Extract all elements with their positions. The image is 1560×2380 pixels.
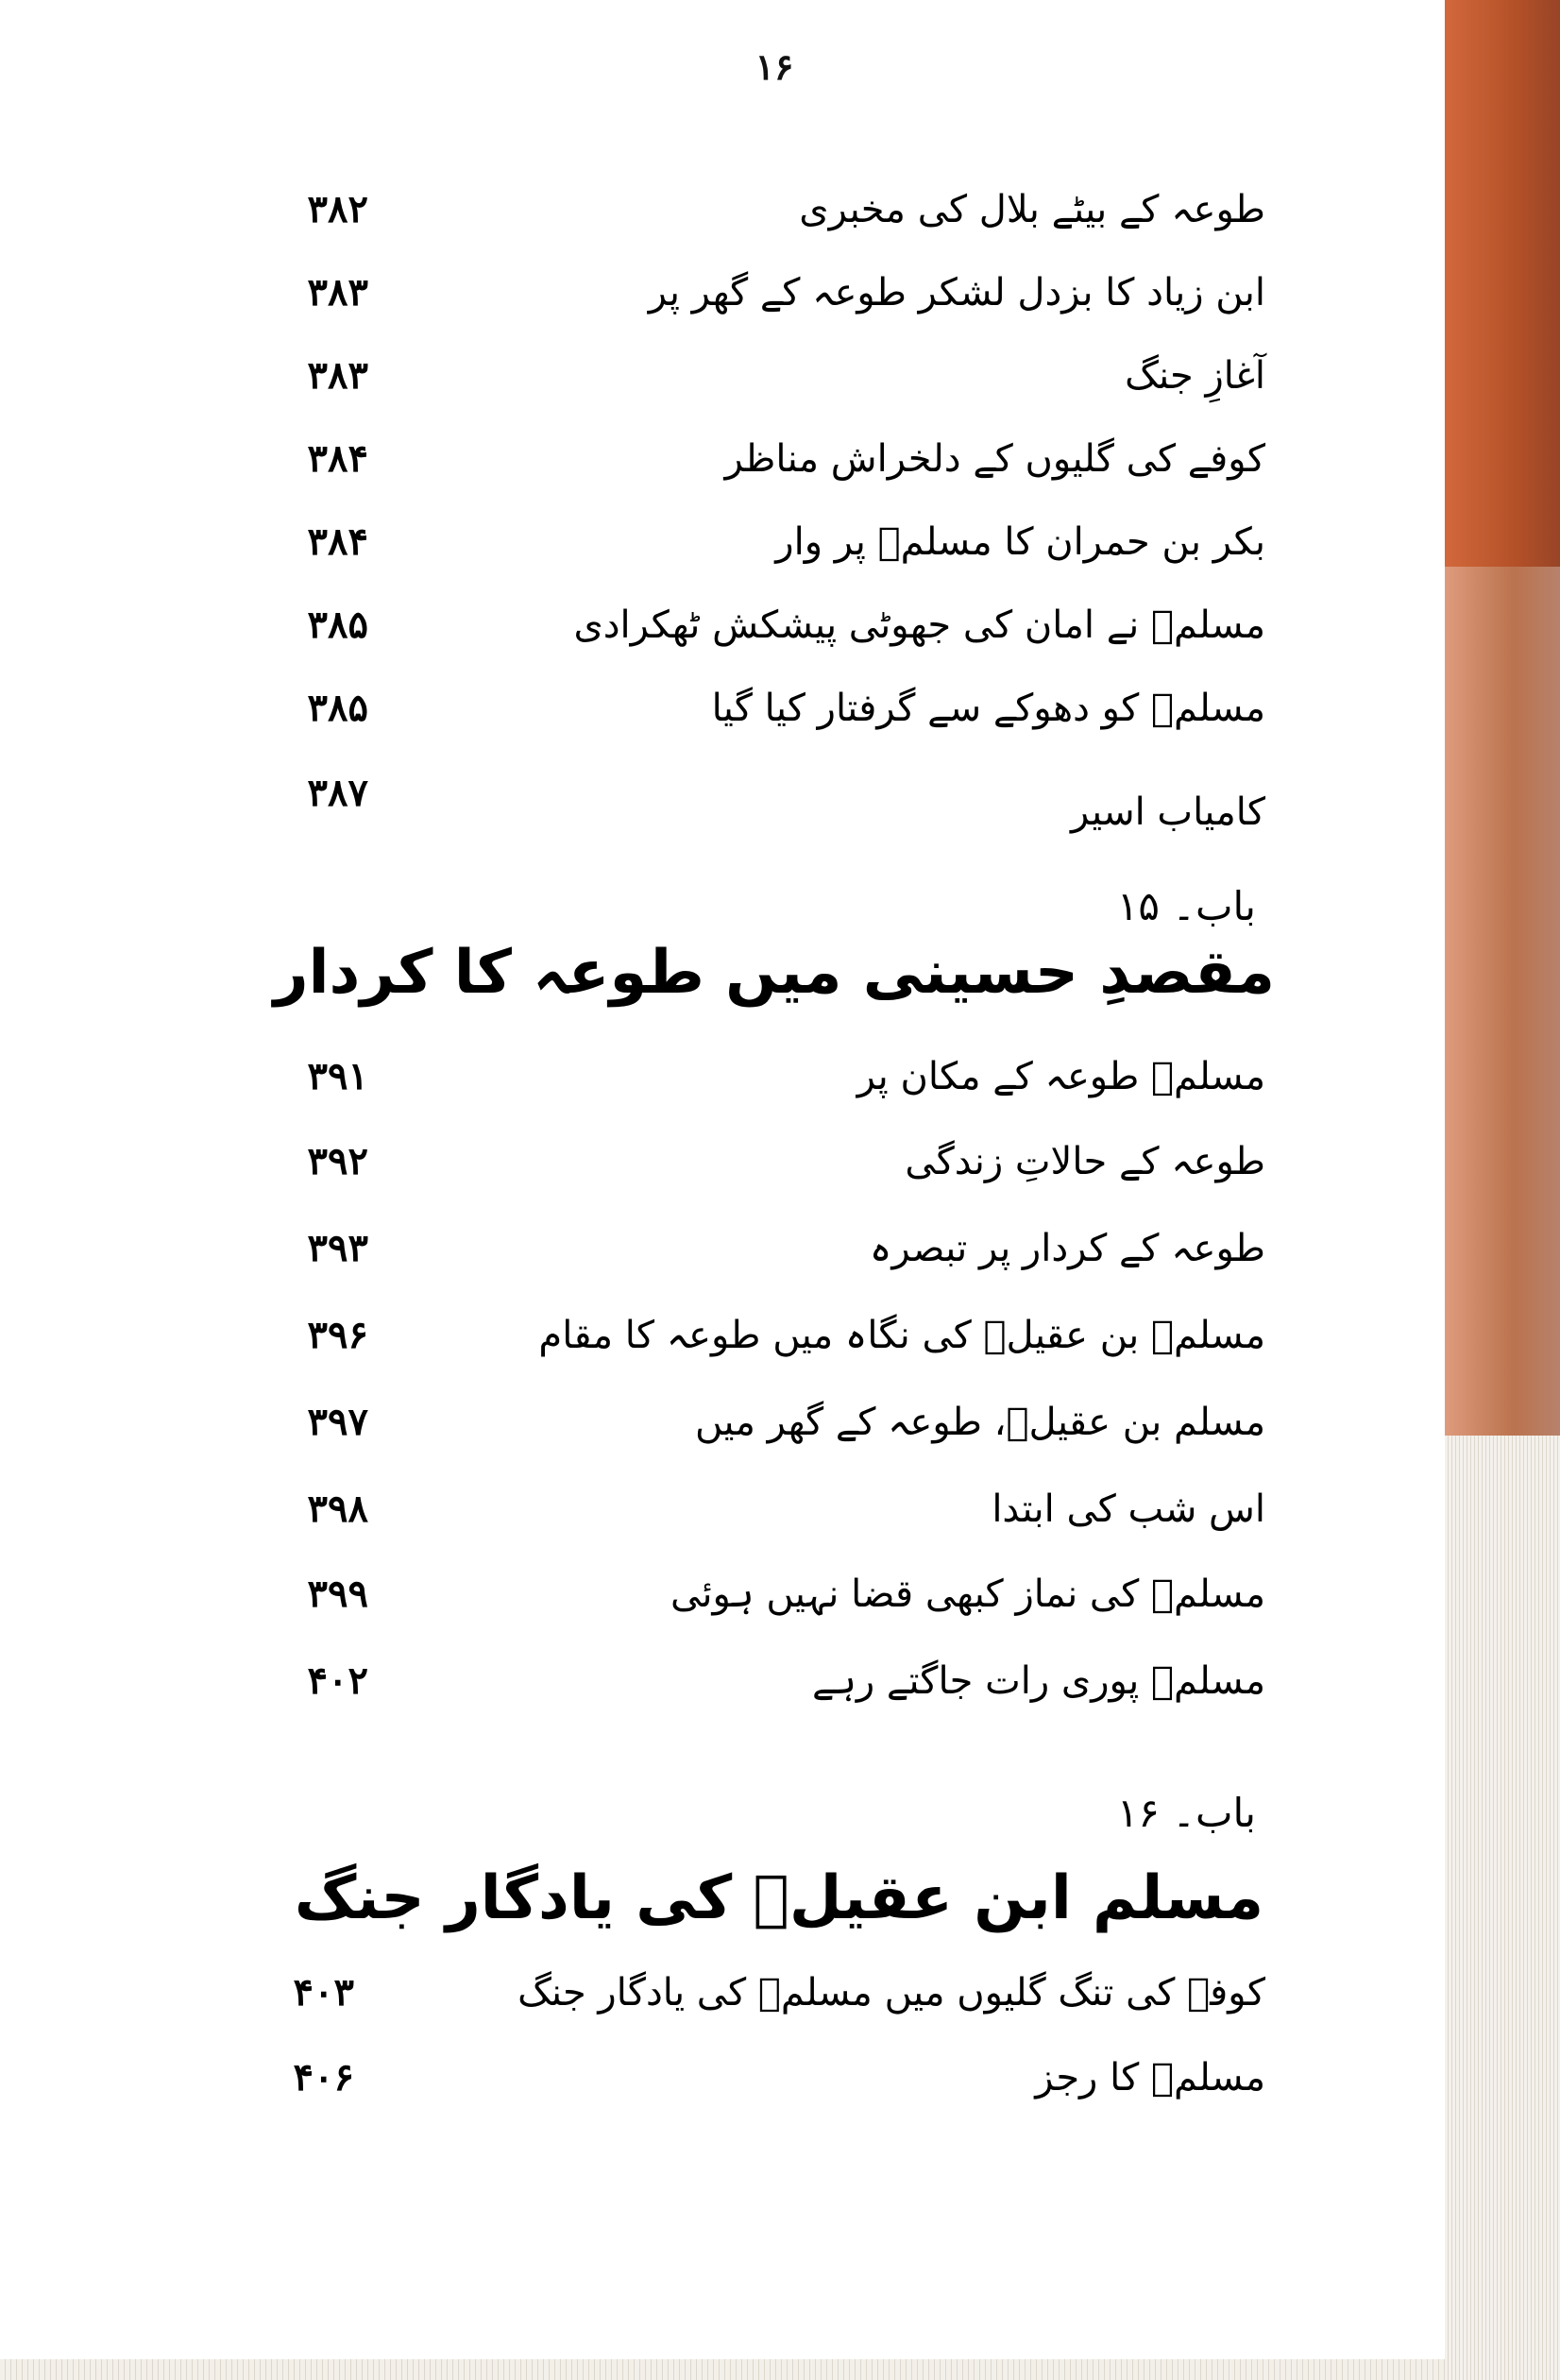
toc-entry-title: مسلمؑ کا رجز xyxy=(1035,2056,1265,2100)
toc-entry-page: ۴۰۶ xyxy=(293,2055,354,2100)
toc-entry-title: کوفے کی گلیوں کے دلخراش مناظر xyxy=(724,437,1265,481)
toc-entry-page: ۳۸۵ xyxy=(307,686,368,730)
toc-entry-title: مسلمؑ کی نماز کبھی قضا نہیں ہوئی xyxy=(670,1572,1265,1616)
toc-entry xyxy=(0,1385,1445,1460)
cover-edge xyxy=(1445,0,1560,567)
toc-entry-title: طوعہ کے کردار پر تبصرہ xyxy=(869,1227,1265,1270)
toc-entry-page: ۳۸۴ xyxy=(307,519,368,564)
toc-entry xyxy=(0,1955,1445,2031)
chapter-heading: مسلم ابن عقیلؑ کی یادگار جنگ xyxy=(294,1863,1264,1933)
toc-entry-page: ۳۹۸ xyxy=(307,1487,368,1531)
toc-entry-title: مسلمؑ بن عقیلؑ کی نگاہ میں طوعہ کا مقام xyxy=(538,1314,1265,1357)
toc-entry-title: مسلمؑ نے امان کی جھوٹی پیشکش ٹھکرادی xyxy=(573,604,1265,647)
toc-entry-page: ۳۹۳ xyxy=(307,1226,368,1270)
toc-entry-page: ۳۹۶ xyxy=(307,1313,368,1357)
toc-entry-page: ۴۰۳ xyxy=(293,1970,354,2014)
toc-entry xyxy=(0,255,1445,331)
cover-edge xyxy=(1445,567,1560,1436)
toc-entry xyxy=(0,756,1445,834)
book-edge xyxy=(1445,0,1560,2380)
toc-entry-page: ۳۸۴ xyxy=(307,436,368,481)
toc-entry xyxy=(0,1211,1445,1286)
chapter-label: باب۔ ۱۶ xyxy=(1116,1790,1256,1836)
toc-entry xyxy=(0,587,1445,663)
toc-entry-title: کامیاب اسیر xyxy=(1070,790,1265,834)
toc-entry-title: طوعہ کے حالاتِ زندگی xyxy=(905,1140,1265,1183)
toc-entry-title: ابن زیاد کا بزدل لشکر طوعہ کے گھر پر xyxy=(648,271,1265,314)
toc-entry-page: ۳۸۳ xyxy=(307,353,368,398)
page-number: ۱۶ xyxy=(755,45,794,88)
toc-entry xyxy=(0,1471,1445,1547)
toc-entry-title: کوفے کی تنگ گلیوں میں مسلمؑ کی یادگار جنگ xyxy=(517,1971,1265,2014)
chapter-label: باب۔ ۱۵ xyxy=(1116,883,1256,929)
chapter-heading: مقصدِ حسینی میں طوعہ کا کردار xyxy=(273,938,1275,1008)
toc-entry-page: ۳۹۷ xyxy=(307,1400,368,1444)
toc-entry-page: ۳۸۵ xyxy=(307,603,368,647)
toc-entry-page: ۳۹۱ xyxy=(307,1054,368,1098)
toc-entry-page: ۳۸۲ xyxy=(307,187,368,231)
toc-entry-page: ۳۸۷ xyxy=(307,771,368,815)
toc-entry xyxy=(0,421,1445,497)
toc-entry-title: مسلمؑ طوعہ کے مکان پر xyxy=(856,1055,1265,1098)
toc-entry xyxy=(0,671,1445,746)
toc-entry xyxy=(0,172,1445,247)
page-bottom-edge xyxy=(0,2359,1445,2380)
toc-entry-title: آغازِ جنگ xyxy=(1125,354,1265,398)
toc-entry xyxy=(0,2040,1445,2116)
toc-entry xyxy=(0,1039,1445,1114)
toc-entry-page: ۳۸۳ xyxy=(307,270,368,314)
toc-entry-title: مسلم بن عقیلؑ، طوعہ کے گھر میں xyxy=(694,1401,1265,1444)
toc-entry-page: ۴۰۲ xyxy=(307,1658,368,1703)
toc-entry-title: مسلمؑ کو دھوکے سے گرفتار کیا گیا xyxy=(711,687,1265,730)
toc-entry xyxy=(0,504,1445,580)
toc-entry-title: اس شب کی ابتدا xyxy=(992,1488,1265,1531)
toc-entry xyxy=(0,338,1445,414)
toc-entry xyxy=(0,1556,1445,1632)
toc-entry-title: طوعہ کے بیٹے بلال کی مخبری xyxy=(799,188,1265,231)
page-stack-edge xyxy=(1445,1436,1560,2380)
toc-entry-title: بکر بن حمران کا مسلمؑ پر وار xyxy=(775,520,1265,564)
toc-entry xyxy=(0,1298,1445,1373)
toc-entry-page: ۳۹۹ xyxy=(307,1572,368,1616)
toc-entry-title: مسلمؑ پوری رات جاگتے رہے xyxy=(812,1659,1265,1703)
toc-entry xyxy=(0,1124,1445,1199)
toc-entry xyxy=(0,1643,1445,1719)
toc-entry-page: ۳۹۲ xyxy=(307,1139,368,1183)
